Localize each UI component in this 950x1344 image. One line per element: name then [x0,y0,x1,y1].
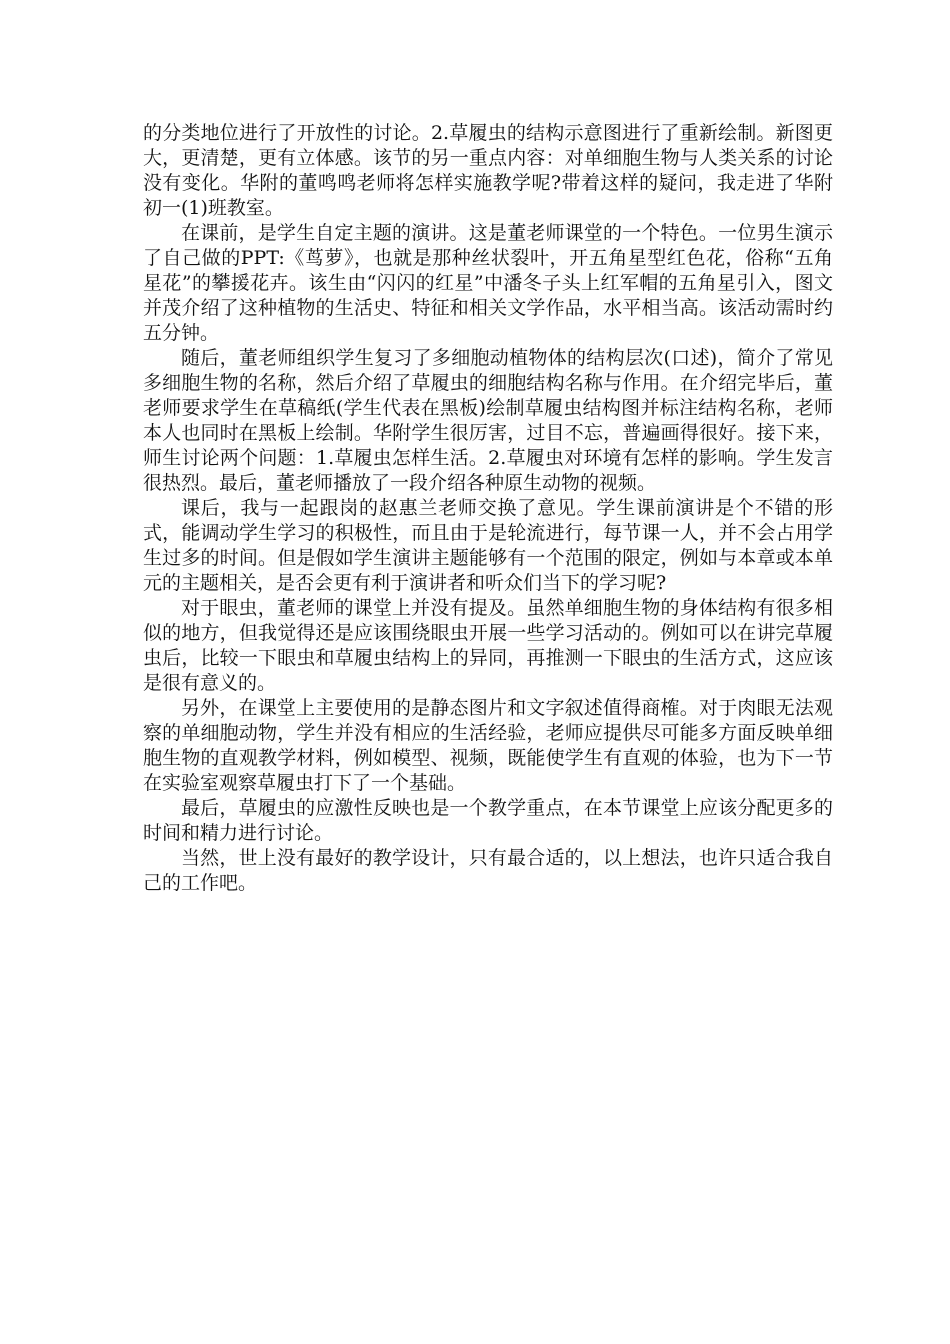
paragraph-3: 随后，董老师组织学生复习了多细胞动植物体的结构层次(口述)，简介了常见多细胞生物的名称，然后介绍了草履虫的细胞结构名称与作用。在介绍完毕后，董老师要求学生在草稿纸(学生代表在黑板)绘制草履虫结构图并标注结构名称，老师本人也同时在黑板上绘制。华附学生很厉害，过目不忘，普遍画得很好。接下来，师生讨论两个问题：1.草履虫怎样生活。2.草履虫对环境有怎样的影响。学生发言很热烈。最后，董老师播放了一段介绍各种原生动物的视频。 [143,347,833,494]
paragraph-6: 另外，在课堂上主要使用的是静态图片和文字叙述值得商榷。对于肉眼无法观察的单细胞动物，学生并没有相应的生活经验，老师应提供尽可能多方面反映单细胞生物的直观教学材料，例如模型、视频，既能使学生有直观的体验，也为下一节在实验室观察草履虫打下了一个基础。 [143,697,833,794]
paragraph-5: 对于眼虫，董老师的课堂上并没有提及。虽然单细胞生物的身体结构有很多相似的地方，但我觉得还是应该围绕眼虫开展一些学习活动的。例如可以在讲完草履虫后，比较一下眼虫和草履虫结构上的异同，再推测一下眼虫的生活方式，这应该是很有意义的。 [143,597,833,694]
paragraph-7: 最后，草履虫的应激性反映也是一个教学重点，在本节课堂上应该分配更多的时间和精力进行讨论。 [143,797,833,844]
paragraph-8: 当然，世上没有最好的教学设计，只有最合适的，以上想法，也许只适合我自己的工作吧。 [143,847,833,894]
paragraph-2: 在课前，是学生自定主题的演讲。这是董老师课堂的一个特色。一位男生演示了自己做的PPT:《茑萝》，也就是那种丝状裂叶，开五角星型红色花，俗称“五角星花”的攀援花卉。该生由“闪闪的红星”中潘冬子头上红军帽的五角星引入，图文并茂介绍了这种植物的生活史、特征和相关文学作品，水平相当高。该活动需时约五分钟。 [143,222,833,344]
paragraph-1: 的分类地位进行了开放性的讨论。2.草履虫的结构示意图进行了重新绘制。新图更大，更清楚，更有立体感。该节的另一重点内容：对单细胞生物与人类关系的讨论没有变化。华附的董鸣鸣老师将怎样实施教学呢?带着这样的疑问，我走进了华附初一(1)班教室。 [143,122,833,219]
paragraph-4: 课后，我与一起跟岗的赵惠兰老师交换了意见。学生课前演讲是个不错的形式，能调动学生学习的积极性，而且由于是轮流进行，每节课一人，并不会占用学生过多的时间。但是假如学生演讲主题能够有一个范围的限定，例如与本章或本单元的主题相关，是否会更有利于演讲者和听众们当下的学习呢? [143,497,833,594]
document-body [143,121,833,896]
